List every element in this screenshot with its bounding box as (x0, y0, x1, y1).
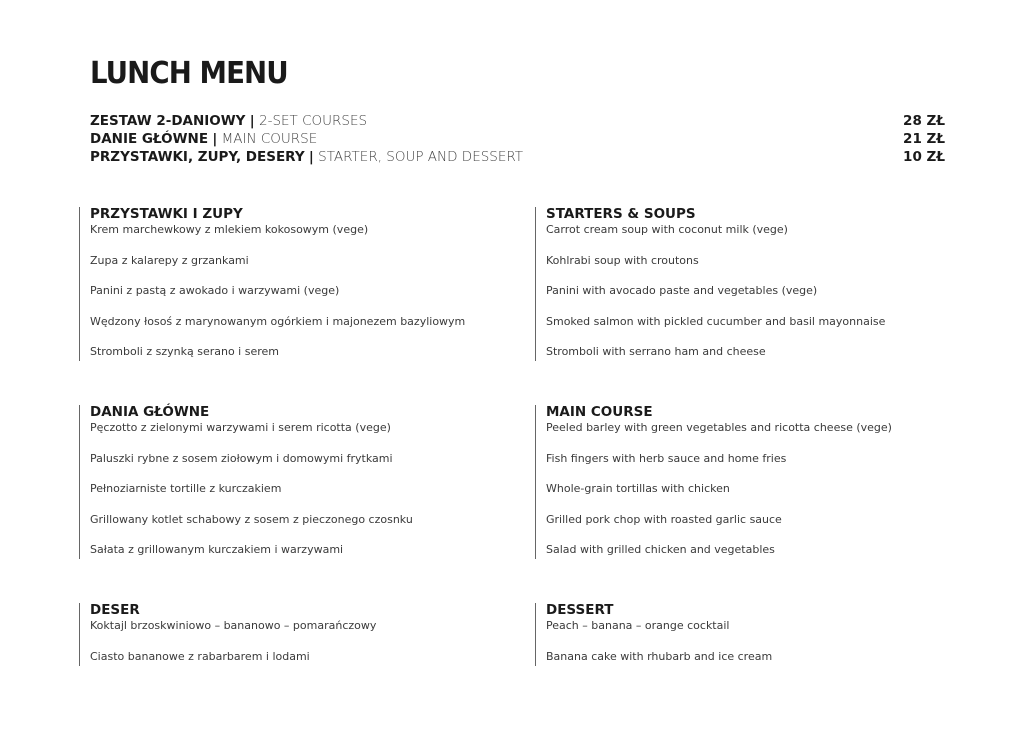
section-title: DESER (90, 602, 140, 618)
section-title: DANIA GŁÓWNE (90, 404, 210, 420)
price-label-english: 2-SET COURSES (258, 113, 368, 129)
menu-item: Wędzony łosoś z marynowanym ogórkiem i majonezem bazyliowym (90, 314, 466, 328)
section-title: DESSERT (546, 602, 614, 618)
menu-item: Peeled barley with green vegetables and ricotta cheese (vege) (546, 421, 892, 434)
menu-item: Pęczotto z zielonymi warzywami i serem ricotta (vege) (90, 421, 391, 434)
price-label-polish: DANIE GŁÓWNE (90, 131, 209, 147)
section-main-course-pl (79, 405, 413, 559)
price-label-english: MAIN COURSE (221, 131, 318, 147)
price-row (90, 148, 945, 166)
price-list (90, 112, 945, 166)
menu-item: Sałata z grillowanym kurczakiem i warzywami (90, 543, 344, 557)
price-row (90, 130, 945, 148)
price-value: 21 ZŁ (903, 131, 945, 147)
menu-item: Pełnoziarniste tortille z kurczakiem (90, 482, 282, 496)
price-label-english: STARTER, SOUP AND DESSERT (318, 149, 524, 165)
price-label-polish: PRZYSTAWKI, ZUPY, DESERY (90, 149, 305, 165)
price-label-separator: | (308, 149, 314, 165)
price-value: 28 ZŁ (903, 113, 945, 129)
price-label-polish: ZESTAW 2-DANIOWY (90, 113, 246, 129)
menu-item: Panini with avocado paste and vegetables (vege) (546, 284, 818, 298)
section-dessert-en (535, 603, 772, 666)
menu-item: Smoked salmon with pickled cucumber and basil mayonnaise (546, 314, 886, 328)
menu-item: Stromboli with serrano ham and cheese (546, 345, 766, 359)
section-starters-soups-pl (79, 207, 465, 361)
menu-item: Peach – banana – orange cocktail (546, 619, 730, 632)
price-label-separator: | (249, 113, 255, 129)
menu-item: Zupa z kalarepy z grzankami (90, 253, 249, 267)
page-title: LUNCH MENU (90, 56, 288, 91)
menu-item: Koktajl brzoskwiniowo – bananowo – pomarańczowy (90, 619, 377, 632)
price-label-separator: | (212, 131, 218, 147)
menu-item: Krem marchewkowy z mlekiem kokosowym (vege) (90, 223, 369, 236)
section-title: PRZYSTAWKI I ZUPY (90, 206, 243, 222)
section-main-course-en (535, 405, 892, 559)
menu-item: Grillowany kotlet schabowy z sosem z pieczonego czosnku (90, 512, 413, 526)
menu-item: Fish fingers with herb sauce and home fries (546, 451, 787, 465)
menu-item: Paluszki rybne z sosem ziołowym i domowymi frytkami (90, 451, 393, 465)
price-value: 10 ZŁ (903, 149, 945, 165)
section-title: MAIN COURSE (546, 404, 653, 420)
price-label (90, 130, 317, 148)
section-title: STARTERS & SOUPS (546, 206, 696, 222)
menu-item: Stromboli z szynką serano i serem (90, 345, 279, 359)
section-starters-soups-en (535, 207, 885, 361)
menu-item: Salad with grilled chicken and vegetables (546, 543, 775, 557)
section-dessert-pl (79, 603, 376, 666)
menu-item: Panini z pastą z awokado i warzywami (vege) (90, 284, 340, 298)
menu-item: Carrot cream soup with coconut milk (vege) (546, 223, 788, 236)
menu-item: Kohlrabi soup with croutons (546, 253, 699, 267)
menu-item: Banana cake with rhubarb and ice cream (546, 649, 773, 663)
menu-item: Grilled pork chop with roasted garlic sauce (546, 512, 782, 526)
price-row (90, 112, 945, 130)
price-label (90, 148, 523, 166)
price-label (90, 112, 367, 130)
menu-item: Ciasto bananowe z rabarbarem i lodami (90, 649, 310, 663)
menu-item: Whole-grain tortillas with chicken (546, 482, 730, 496)
